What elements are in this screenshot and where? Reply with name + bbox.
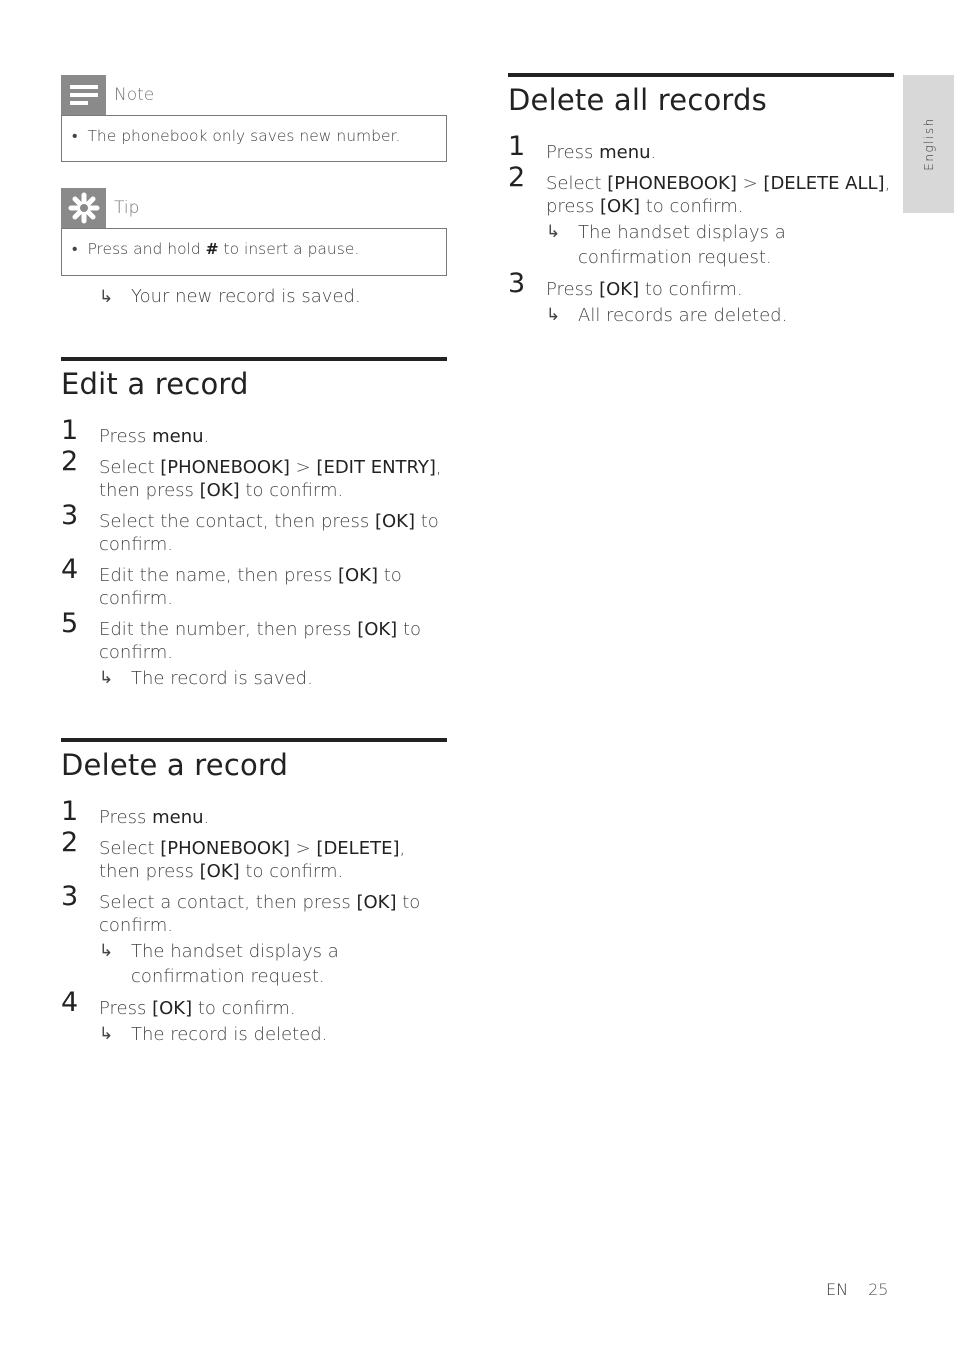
language-tab-label: English [921, 117, 936, 171]
step-text-part: Select [99, 838, 161, 859]
step-text [99, 997, 447, 1020]
note-body [61, 115, 447, 162]
step-text-part: Select the contact, then press [99, 511, 375, 532]
delete-record-steps [61, 796, 447, 1047]
step-number: 2 [61, 827, 79, 858]
note-header [61, 75, 447, 115]
hash-key-icon: # [205, 240, 219, 258]
step-text [99, 510, 447, 556]
step-number: 1 [508, 131, 526, 162]
section-rule [508, 73, 894, 77]
tip-text-after: to insert a pause. [218, 240, 360, 258]
step-text-part: to confirm. [239, 480, 344, 501]
step-text-part: to confirm. [99, 619, 422, 663]
step-number: 3 [61, 881, 79, 912]
step-result [99, 1022, 447, 1047]
delete-record-section [61, 738, 447, 1055]
page-footer [826, 1280, 888, 1299]
step-text [546, 172, 894, 218]
edit-record-steps [61, 415, 447, 691]
result-arrow-icon: ↳ [99, 287, 114, 307]
tip-icon [61, 188, 106, 228]
tip-label: Tip [114, 198, 140, 218]
step-text-part: to confirm. [639, 279, 743, 300]
saved-result [99, 284, 361, 310]
result-arrow-icon: ↳ [546, 222, 561, 242]
step-text-part: to confirm. [99, 511, 439, 555]
step-text-part: . [650, 142, 657, 163]
step-text [99, 564, 447, 610]
step-text-part: to confirm. [640, 196, 744, 217]
step-keyword: [EDIT ENTRY] [316, 457, 436, 478]
note-item: The phonebook only saves new number. [87, 127, 401, 145]
step-item [61, 446, 447, 502]
step-keyword: [OK] [356, 892, 397, 913]
note-box [61, 75, 447, 162]
language-tab [903, 75, 954, 213]
edit-record-section [61, 357, 447, 699]
step-result-text: The record is deleted. [131, 1024, 328, 1045]
step-number: 4 [61, 554, 79, 585]
step-text-part: to confirm. [99, 892, 421, 936]
step-text-part: Select [99, 457, 161, 478]
step-keyword: menu [152, 426, 204, 447]
section-rule [61, 738, 447, 742]
step-keyword: menu [599, 142, 651, 163]
step-result-text: The handset displays a confirmation request. [131, 941, 339, 987]
step-text-part: . [203, 807, 210, 828]
result-arrow-icon: ↳ [546, 305, 561, 325]
step-text [99, 618, 447, 664]
step-item [61, 415, 447, 448]
step-text [99, 456, 447, 502]
step-item [508, 162, 894, 270]
step-text [99, 425, 447, 448]
step-keyword: [DELETE ALL] [763, 173, 885, 194]
bullet-icon: • [72, 127, 78, 145]
step-item [61, 987, 447, 1047]
step-keyword: [OK] [199, 861, 240, 882]
section-rule [61, 357, 447, 361]
step-number: 4 [61, 987, 79, 1018]
note-icon [61, 75, 106, 115]
step-text-part: > [736, 173, 764, 194]
delete-all-title: Delete all records [508, 83, 767, 117]
step-number: 3 [61, 500, 79, 531]
step-keyword: [PHONEBOOK] [160, 838, 290, 859]
step-text [99, 806, 447, 829]
step-text [546, 278, 894, 301]
step-keyword: [DELETE] [316, 838, 400, 859]
step-keyword: [OK] [599, 196, 641, 217]
tip-text-before: Press and hold [87, 240, 206, 258]
step-text-part: , then press [99, 457, 442, 501]
bullet-icon: • [72, 240, 78, 258]
step-text-part: Press [546, 279, 600, 300]
step-text-part: , then press [99, 838, 406, 882]
step-text-part: Press [546, 142, 600, 163]
step-item [508, 131, 894, 164]
step-item [61, 827, 447, 883]
step-text-part: to confirm. [239, 861, 344, 882]
result-arrow-icon: ↳ [99, 668, 114, 688]
step-result [546, 220, 894, 270]
step-keyword: [PHONEBOOK] [160, 457, 290, 478]
step-text-part: Select a contact, then press [99, 892, 357, 913]
step-keyword: [OK] [199, 480, 240, 501]
step-text-part: Edit the name, then press [99, 565, 338, 586]
step-text-part: Edit the number, then press [99, 619, 358, 640]
step-item [61, 881, 447, 989]
page-number: 25 [868, 1280, 889, 1299]
delete-record-title: Delete a record [61, 748, 289, 782]
step-number: 1 [61, 415, 79, 446]
tip-header [61, 188, 447, 228]
step-text-part: . [203, 426, 210, 447]
step-keyword: [OK] [337, 565, 379, 586]
step-text-part: Select [546, 173, 608, 194]
result-arrow-icon: ↳ [99, 941, 114, 961]
step-number: 2 [61, 446, 79, 477]
delete-all-steps [508, 131, 894, 328]
step-text-part: Press [99, 807, 153, 828]
step-item [508, 268, 894, 328]
step-result-text: The record is saved. [131, 668, 313, 689]
step-result [546, 303, 894, 328]
step-keyword: [OK] [152, 998, 193, 1019]
step-text-part: Press [99, 998, 153, 1019]
step-text-part: > [289, 457, 317, 478]
footer-lang: EN [826, 1280, 849, 1299]
edit-record-title: Edit a record [61, 367, 249, 401]
step-result-text: All records are deleted. [578, 305, 788, 326]
step-number: 1 [61, 796, 79, 827]
delete-all-section [508, 73, 894, 336]
step-text [546, 141, 894, 164]
step-text [99, 891, 447, 937]
step-item [61, 554, 447, 610]
step-keyword: [OK] [599, 279, 640, 300]
step-number: 3 [508, 268, 526, 299]
step-number: 2 [508, 162, 526, 193]
step-keyword: [OK] [374, 511, 415, 532]
step-text-part: Press [99, 426, 153, 447]
step-text [99, 837, 447, 883]
note-label: Note [114, 85, 155, 105]
tip-box [61, 188, 447, 276]
step-item [61, 608, 447, 691]
step-result [99, 939, 447, 989]
step-item [61, 796, 447, 829]
step-text-part: to confirm. [192, 998, 296, 1019]
step-keyword: [OK] [357, 619, 398, 640]
step-result-text: The handset displays a confirmation request. [578, 222, 786, 268]
step-number: 5 [61, 608, 79, 639]
saved-result-text: Your new record is saved. [131, 286, 361, 307]
step-result [99, 666, 447, 691]
step-item [61, 500, 447, 556]
result-arrow-icon: ↳ [99, 1024, 114, 1044]
step-text-part: , press [546, 173, 891, 217]
step-text-part: > [289, 838, 317, 859]
step-keyword: menu [152, 807, 204, 828]
step-text-part: to confirm. [99, 565, 402, 609]
step-keyword: [PHONEBOOK] [607, 173, 737, 194]
tip-body [61, 228, 447, 276]
